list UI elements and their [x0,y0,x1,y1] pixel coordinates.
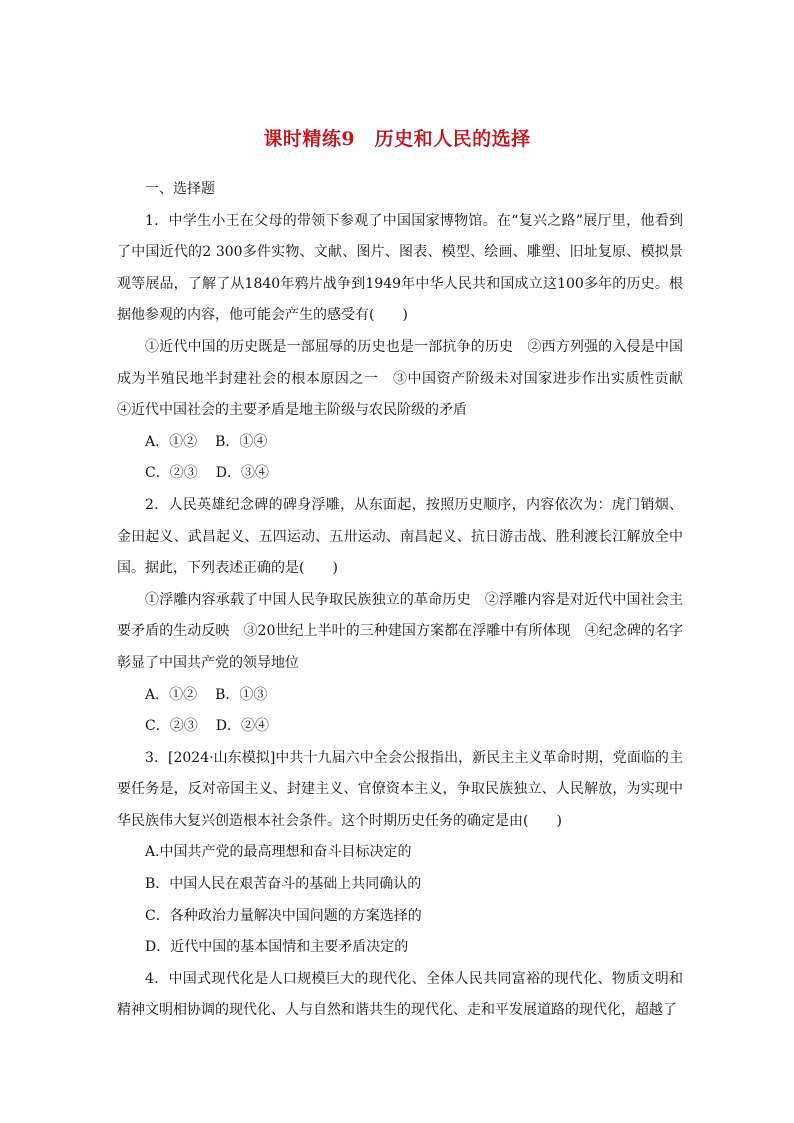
option-a[interactable]: A．①② [145,686,198,703]
question-3 [117,743,683,964]
question-1 [117,206,697,490]
option-c[interactable]: C．各种政治力量解决中国问题的方案选择的 [145,907,422,924]
question-statements: ①近代中国的历史既是一部屈辱的历史也是一部抗争的历史 ②西方列强的入侵是中国成为半殖民地半封建社会的根本原因之一 ③中国资产阶级未对国家进步作出实质性贡献 ④近代中国社会的主要矛盾是地主阶级与农民阶级的矛盾 [117,338,697,419]
option-row [117,680,683,712]
option-d[interactable]: D．近代中国的基本国情和主要矛盾决定的 [145,939,409,956]
question-statements: ①浮雕内容承载了中国人民争取民族独立的革命历史 ②浮雕内容是对近代中国社会主要矛盾的生动反映 ③20世纪上半叶的三种建国方案都在浮雕中有所体现 ④纪念碑的名字彰显了中国共产党的领导地位 [117,591,683,671]
question-stem: 4．中国式现代化是人口规模巨大的现代化、全体人民共同富裕的现代化、物质文明和精神文明相协调的现代化、人与自然和谐共生的现代化、走和平发展道路的现代化，超越了 [117,970,683,1019]
question-stem: 3．[2024·山东模拟]中共十九届六中全会公报指出，新民主主义革命时期，党面临的主要任务是，反对帝国主义、封建主义、官僚资本主义，争取民族独立、人民解放，为实现中华民族伟大复兴创造根本社会条件。这个时期历史任务的确定是由( ) [117,749,683,829]
option-row [117,458,683,490]
page-title: 课时精练9 历史和人民的选择 [263,128,531,150]
exercise-content [117,174,697,1027]
question-4 [117,964,683,1027]
option-row [117,711,683,743]
question-stem: 2．人民英雄纪念碑的碑身浮雕，从东面起，按照历史顺序，内容依次为：虎门销烟、金田起义、武昌起义、五四运动、五卅运动、南昌起义、抗日游击战、胜利渡长江解放全中国。据此，下列表述正确的是( ) [117,496,683,577]
option-a[interactable]: A.中国共产党的最高理想和奋斗目标决定的 [145,844,412,861]
option-b[interactable]: B．①④ [215,433,268,450]
option-c[interactable]: C．②③ [145,465,198,482]
option-d[interactable]: D．③④ [215,465,269,482]
option-row [117,427,683,459]
section-heading: 一、选择题 [145,181,215,197]
option-c[interactable]: C．②③ [145,718,198,735]
question-2 [117,490,683,743]
option-b[interactable]: B．①③ [215,686,268,703]
option-d[interactable]: D．②④ [215,718,269,735]
option-b[interactable]: B．中国人民在艰苦奋斗的基础上共同确认的 [145,876,422,893]
option-a[interactable]: A．①② [145,433,198,450]
question-stem: 1．中学生小王在父母的带领下参观了中国国家博物馆。在“复兴之路”展厅里，他看到了中国近代的2 300多件实物、文献、图片、图表、模型、绘画、雕塑、旧址复原、模拟景观等展品，了解了从1840年鸦片战争到1949年中华人民共和国成立这100多年的历史。根据他参观的内容，他可能会产生的感受有( ) [117,212,683,324]
